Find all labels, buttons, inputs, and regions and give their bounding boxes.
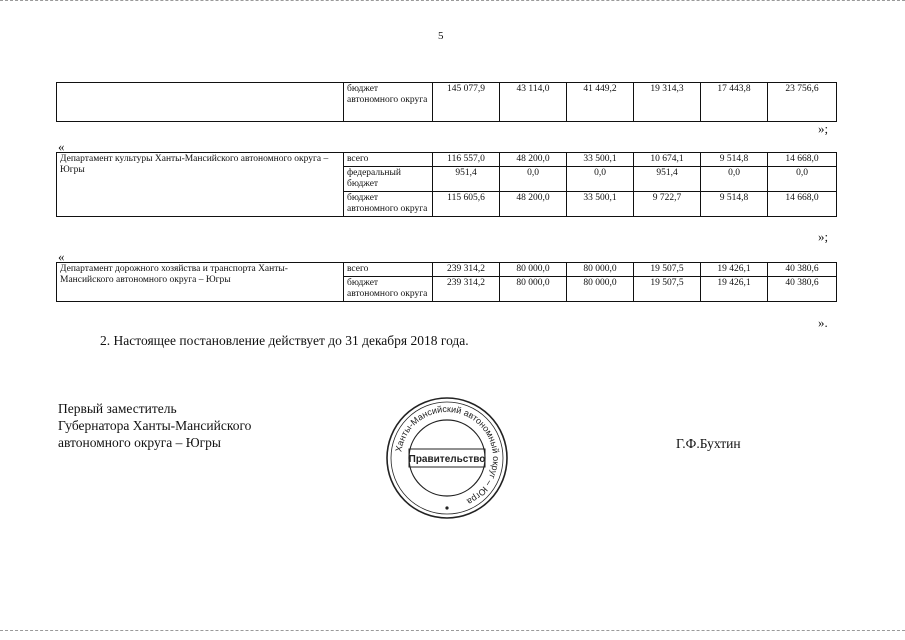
signer-title-line: Первый заместитель bbox=[58, 401, 177, 416]
value-cell: 0,0 bbox=[500, 167, 567, 192]
page-number: 5 bbox=[438, 30, 444, 42]
department-cell: Департамент культуры Ханты-Мансийского автономного округа – Югры bbox=[57, 153, 344, 217]
value-cell: 40 380,6 bbox=[768, 277, 837, 302]
source-cell: бюджет автономного округа bbox=[344, 83, 433, 122]
value-cell: 80 000,0 bbox=[567, 263, 634, 277]
value-cell: 951,4 bbox=[433, 167, 500, 192]
department-cell: Департамент дорожного хозяйства и транспорта Ханты-Мансийского автономного округа – Югры bbox=[57, 263, 344, 302]
value-cell: 14 668,0 bbox=[768, 153, 837, 167]
budget-table-3 bbox=[56, 262, 837, 302]
value-cell: 0,0 bbox=[567, 167, 634, 192]
source-cell: бюджет автономного округа bbox=[344, 277, 433, 302]
value-cell: 41 449,2 bbox=[567, 83, 634, 122]
seal-center-text: Правительство bbox=[408, 454, 486, 465]
value-cell: 115 605,6 bbox=[433, 192, 500, 217]
value-cell: 19 507,5 bbox=[634, 277, 701, 302]
value-cell: 9 722,7 bbox=[634, 192, 701, 217]
official-seal bbox=[383, 394, 511, 522]
value-cell: 33 500,1 bbox=[567, 192, 634, 217]
value-cell: 23 756,6 bbox=[768, 83, 837, 122]
value-cell: 17 443,8 bbox=[701, 83, 768, 122]
value-cell: 48 200,0 bbox=[500, 192, 567, 217]
value-cell: 14 668,0 bbox=[768, 192, 837, 217]
table-row bbox=[57, 263, 837, 277]
scan-bottom-edge bbox=[0, 630, 905, 635]
value-cell: 0,0 bbox=[701, 167, 768, 192]
value-cell: 9 514,8 bbox=[701, 192, 768, 217]
value-cell: 19 426,1 bbox=[701, 263, 768, 277]
value-cell: 40 380,6 bbox=[768, 263, 837, 277]
value-cell: 239 314,2 bbox=[433, 277, 500, 302]
seal-ring-text: Ханты-Мансийский автономный округ – Югра bbox=[393, 403, 502, 507]
signer-title-line: Губернатора Ханты-Мансийского bbox=[58, 418, 252, 433]
value-cell: 19 507,5 bbox=[634, 263, 701, 277]
signer-title-line: автономного округа – Югры bbox=[58, 435, 221, 450]
value-cell: 80 000,0 bbox=[500, 277, 567, 302]
closing-quote: »; bbox=[818, 229, 829, 244]
scan-top-edge bbox=[0, 0, 905, 6]
closing-quote: ». bbox=[818, 315, 828, 330]
value-cell: 116 557,0 bbox=[433, 153, 500, 167]
signer-title bbox=[58, 400, 251, 451]
clause-paragraph: 2. Настоящее постановление действует до 31 декабря 2018 года. bbox=[100, 333, 469, 348]
department-cell bbox=[57, 83, 344, 122]
value-cell: 80 000,0 bbox=[500, 263, 567, 277]
value-cell: 239 314,2 bbox=[433, 263, 500, 277]
value-cell: 19 314,3 bbox=[634, 83, 701, 122]
value-cell: 145 077,9 bbox=[433, 83, 500, 122]
source-cell: всего bbox=[344, 263, 433, 277]
table-row bbox=[57, 153, 837, 167]
source-cell: бюджет автономного округа bbox=[344, 192, 433, 217]
signer-name: Г.Ф.Бухтин bbox=[676, 436, 741, 451]
budget-table-2 bbox=[56, 152, 837, 217]
opening-quote: « bbox=[58, 139, 65, 154]
value-cell: 48 200,0 bbox=[500, 153, 567, 167]
closing-quote: »; bbox=[818, 121, 829, 136]
budget-table-1 bbox=[56, 82, 837, 122]
value-cell: 10 674,1 bbox=[634, 153, 701, 167]
value-cell: 19 426,1 bbox=[701, 277, 768, 302]
value-cell: 33 500,1 bbox=[567, 153, 634, 167]
table-row bbox=[57, 83, 837, 122]
value-cell: 43 114,0 bbox=[500, 83, 567, 122]
opening-quote: « bbox=[58, 249, 65, 264]
value-cell: 951,4 bbox=[634, 167, 701, 192]
value-cell: 80 000,0 bbox=[567, 277, 634, 302]
seal-dot-icon bbox=[445, 506, 448, 509]
source-cell: федеральный бюджет bbox=[344, 167, 433, 192]
value-cell: 0,0 bbox=[768, 167, 837, 192]
source-cell: всего bbox=[344, 153, 433, 167]
value-cell: 9 514,8 bbox=[701, 153, 768, 167]
